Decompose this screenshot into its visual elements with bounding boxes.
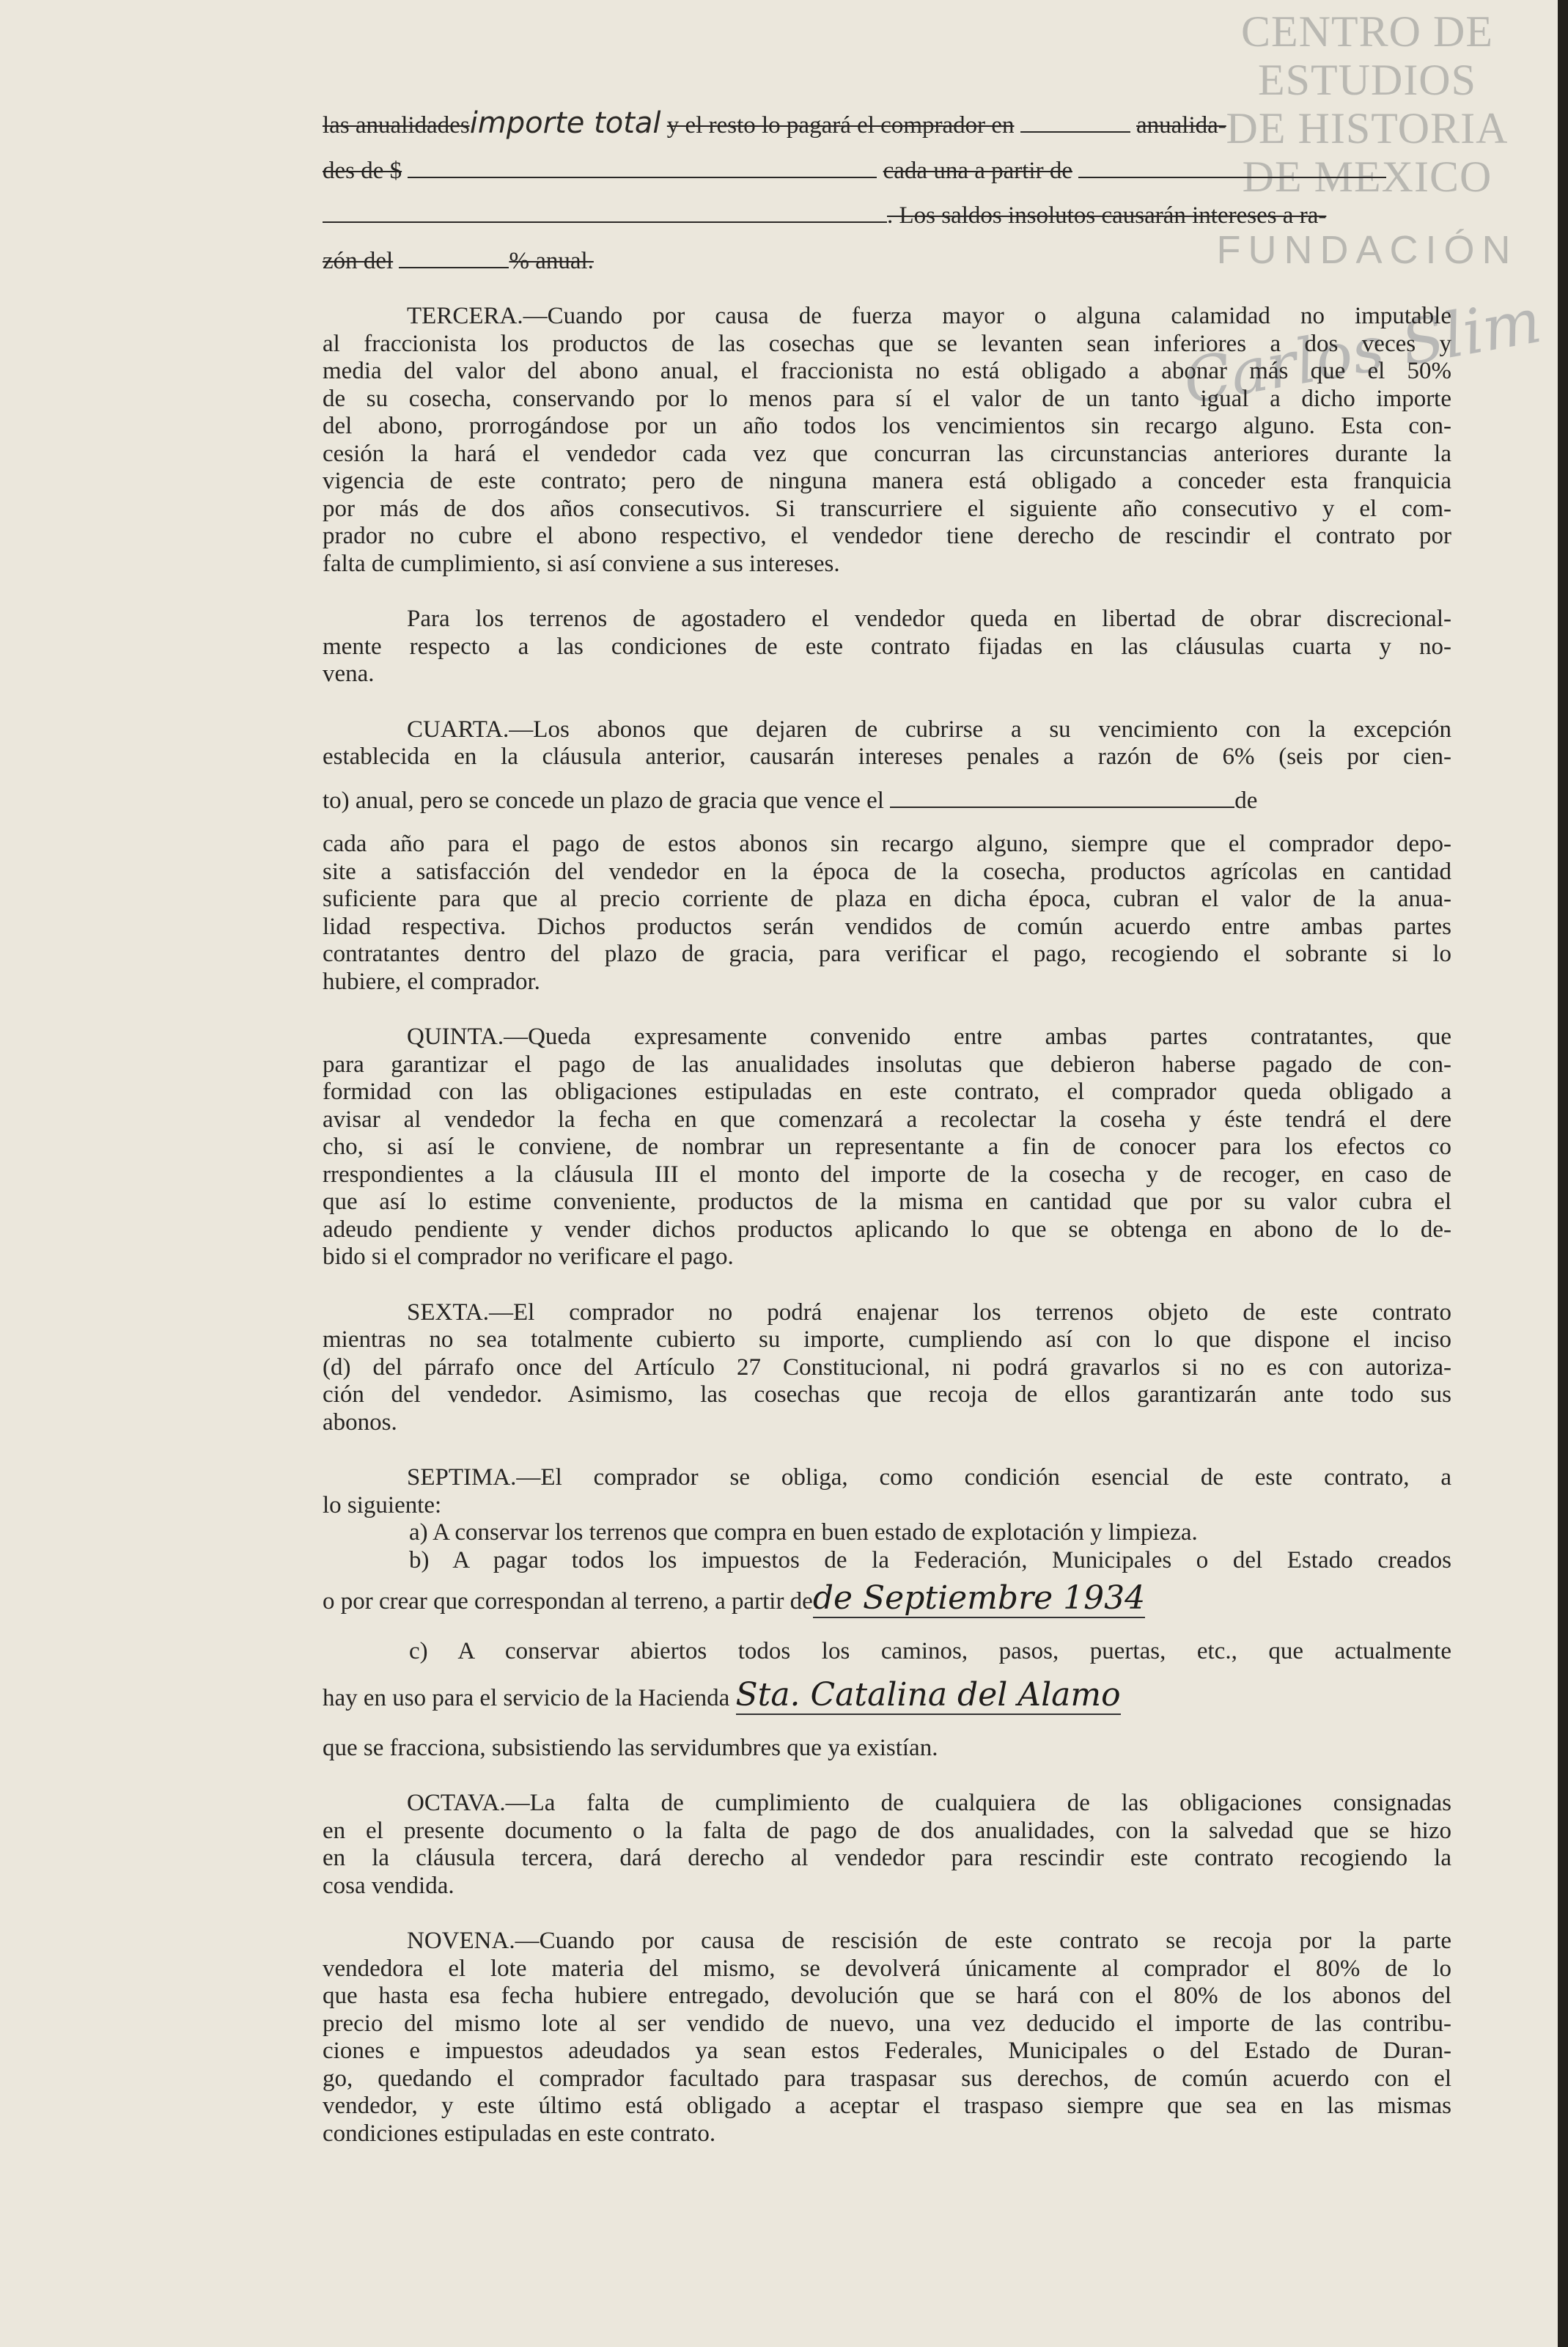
clause-sexta — [323, 1299, 1451, 1437]
clause-line: QUINTA.—Queda expresamente convenido entre ambas partes contratantes, que — [407, 1024, 1451, 1050]
struck-text: las anualidades — [323, 112, 470, 139]
blank-line — [1020, 115, 1130, 133]
clause-line: OCTAVA.—La falta de cumplimiento de cualquiera de las obligaciones consignadas — [407, 1790, 1451, 1816]
blank-line — [399, 251, 509, 268]
clause-text: o por crear que correspondan al terreno, a partir de — [323, 1588, 813, 1615]
clause-line: site a satisfacción del vendedor en la época de la cosecha, productos agrícolas en cantidad — [323, 858, 1451, 885]
clause-line: bido si el comprador no verificare el pago. — [323, 1244, 734, 1270]
clause-line: vendedora el lote materia del mismo, se devolverá únicamente al comprador el 80% de lo — [323, 1955, 1451, 1982]
contract-text — [323, 106, 1451, 2148]
clause-line: hubiere, el comprador. — [323, 968, 540, 995]
clause-line: en el presente documento o la falta de pago de dos anualidades, con la salvedad que se hizo — [323, 1817, 1451, 1844]
watermark-line: CENTRO DE — [1241, 7, 1493, 56]
watermark-line: ESTUDIOS — [1257, 56, 1476, 104]
clause-line: Para los terrenos de agostadero el vendedor queda en libertad de obrar discrecional- — [407, 606, 1451, 632]
clause-line: ción del vendedor. Asimismo, las cosechas que recoja de ellos garantizarán ante todo sus — [323, 1381, 1451, 1408]
handwritten-hacienda: Sta. Catalina del Alamo — [735, 1676, 1121, 1714]
clause-novena — [323, 1928, 1451, 2148]
clause-line: avisar al vendedor la fecha en que comenzará a recolectar la coseha y éste tendrá el dere — [323, 1106, 1451, 1133]
clause-line: por más de dos años consecutivos. Si transcurriere el siguiente año consecutivo y el com- — [323, 495, 1451, 522]
watermark-line: DE HISTORIA — [1226, 104, 1509, 153]
clause-line: b) A pagar todos los impuestos de la Federación, Municipales o del Estado creados — [409, 1546, 1451, 1573]
clause-line: cosa vendida. — [323, 1872, 454, 1899]
clause-line: c) A conservar abiertos todos los caminos, pasos, puertas, etc., que actualmente — [409, 1637, 1451, 1664]
clause-line: a) A conservar los terrenos que compra en buen estado de explotación y limpieza. — [409, 1519, 1198, 1546]
clause-line: formidad con las obligaciones estipuladas en este contrato, el comprador queda obligado a — [323, 1079, 1451, 1105]
clause-line: falta de cumplimiento, si así conviene a sus intereses. — [323, 550, 840, 577]
clause-octava — [323, 1790, 1451, 1900]
blank-line — [890, 790, 1234, 808]
clause-text: to) anual, pero se concede un plazo de gracia que vence el — [323, 787, 884, 814]
clause-line: que se fracciona, subsistiendo las servidumbres que ya existían. — [323, 1734, 938, 1761]
clause-line: mente respecto a las condiciones de este contrato fijadas en las cláusulas cuarta y no- — [323, 633, 1451, 660]
clause-line: ciones e impuestos adeudados ya sean estos Federales, Municipales o del Estado de Duran- — [323, 2038, 1451, 2064]
watermark-line: FUNDACIÓN — [1216, 228, 1518, 272]
clause-line: que así lo estime conveniente, productos de la misma en cantidad que por su valor cubra el — [323, 1189, 1451, 1215]
struck-text: y el resto lo pagará el comprador en — [666, 112, 1015, 139]
clause-quinta — [323, 1024, 1451, 1271]
clause-line: media del valor del abono anual, el fraccionista no está obligado a abonar más que el 50% — [323, 358, 1451, 384]
struck-text: anualida- — [1136, 112, 1226, 139]
clause-line: precio del mismo lote al ser vendido de nuevo, una vez deducido el importe de las contribu- — [323, 2010, 1451, 2037]
clause-line: al fraccionista los productos de las cosechas que se levanten sean inferiores a dos veces y — [323, 330, 1451, 357]
struck-text: . Los saldos insolutos causarán intereses a ra- — [887, 202, 1327, 229]
clause-line: SEPTIMA.—El comprador se obliga, como condición esencial de este contrato, a — [407, 1464, 1451, 1491]
clause-tercera — [323, 303, 1451, 578]
clause-line: en la cláusula tercera, dará derecho al vendedor para rescindir este contrato recogiendo la — [323, 1845, 1451, 1871]
clause-line: abonos. — [323, 1408, 397, 1436]
clause-line — [323, 787, 1451, 815]
watermark-line: DE MEXICO — [1242, 153, 1492, 201]
clause-text: de — [1234, 787, 1258, 814]
clause-line: condiciones estipuladas en este contrato. — [323, 2120, 716, 2147]
clause-line: TERCERA.—Cuando por causa de fuerza mayor o alguna calamidad no imputable — [407, 303, 1451, 329]
clause-line: de su cosecha, conservando por lo menos para sí el valor de un tanto igual a dicho importe — [323, 385, 1451, 412]
struck-text: cada una a partir de — [883, 157, 1072, 184]
clause-line: SEXTA.—El comprador no podrá enajenar los terrenos objeto de este contrato — [407, 1299, 1451, 1326]
clause-line: lo siguiente: — [323, 1491, 442, 1518]
watermark-signature: Carlos Slim — [1178, 284, 1547, 419]
clause-line: prador no cubre el abono respectivo, el vendedor tiene derecho de rescindir el contrato por — [323, 523, 1451, 549]
clause-line: vigencia de este contrato; pero de ninguna manera está obligado a conceder esta franquicia — [323, 468, 1451, 494]
clause-text: hay en uso para el servicio de la Hacienda — [323, 1685, 730, 1711]
clause-septima — [323, 1464, 1451, 1762]
handwritten-date: de Septiembre 1934 — [812, 1579, 1146, 1617]
blank-line — [408, 161, 877, 178]
clause-line: vendedor, y este último está obligado a aceptar el traspaso siempre que sea en las mismas — [323, 2093, 1451, 2119]
clause-line — [323, 1579, 1451, 1617]
clause-line: contratantes dentro del plazo de gracia, para verificar el pago, recogiendo el sobrante si lo — [323, 941, 1451, 967]
clause-line: lidad respectiva. Dichos productos serán vendidos de común acuerdo entre ambas partes — [323, 913, 1451, 940]
clause-line: para garantizar el pago de las anualidades insolutas que debieron haberse pagado de con- — [323, 1051, 1451, 1078]
struck-text: % anual. — [509, 247, 594, 274]
top-line-2 — [323, 158, 1451, 186]
clause-line: establecida en la cláusula anterior, causarán intereses penales a razón de 6% (seis por cien- — [323, 743, 1451, 770]
clause-line: NOVENA.—Cuando por causa de rescisión de este contrato se recoja por la parte — [407, 1928, 1451, 1954]
clause-line: adeudo pendiente y vender dichos productos aplicando lo que se obtenga en abono de lo de- — [323, 1216, 1451, 1243]
struck-text: des de $ — [323, 157, 402, 184]
clause-line: cada año para el pago de estos abonos sin recargo alguno, siempre que el comprador depo- — [323, 831, 1451, 857]
top-line-4 — [323, 248, 1451, 276]
clause-line: suficiente para que al precio corriente de plaza en dicha época, cubran el valor de la anua- — [323, 886, 1451, 912]
clause-line: mientras no sea totalmente cubierto su importe, cumpliendo así con lo que dispone el inciso — [323, 1326, 1451, 1353]
clause-line — [323, 1676, 1451, 1714]
top-line-3 — [323, 202, 1451, 230]
clause-line: cesión la hará el vendedor cada vez que concurran las circunstancias anteriores durante la — [323, 440, 1451, 467]
clause-line: rrespondientes a la cláusula III el monto del importe de la cosecha y de recoger, en caso de — [323, 1161, 1451, 1188]
paragraph-agostadero — [323, 606, 1451, 688]
clause-cuarta — [323, 716, 1451, 996]
blank-line — [1078, 161, 1386, 178]
clause-line: vena. — [323, 661, 375, 687]
clause-line: go, quedando el comprador facultado para traspasar sus derechos, de común acuerdo con el — [323, 2065, 1451, 2092]
struck-text: zón del — [323, 247, 394, 274]
clause-line: cho, si así le conviene, de nombrar un representante a fin de conocer para los efectos co — [323, 1134, 1451, 1160]
clause-line: CUARTA.—Los abonos que dejaren de cubrirse a su vencimiento con la excepción — [407, 716, 1451, 743]
clause-line: del abono, prorrogándose por un año todos los vencimientos sin recargo alguno. Esta con- — [323, 413, 1451, 439]
clause-line: (d) del párrafo once del Artículo 27 Constitucional, ni podrá gravarlos si no es con autoriza- — [323, 1354, 1451, 1381]
handwritten-amount: importe total — [469, 106, 661, 140]
clause-line: que hasta esa fecha hubiere entregado, devolución que se hará con el 80% de los abonos del — [323, 1983, 1451, 2009]
blank-line — [323, 205, 887, 223]
